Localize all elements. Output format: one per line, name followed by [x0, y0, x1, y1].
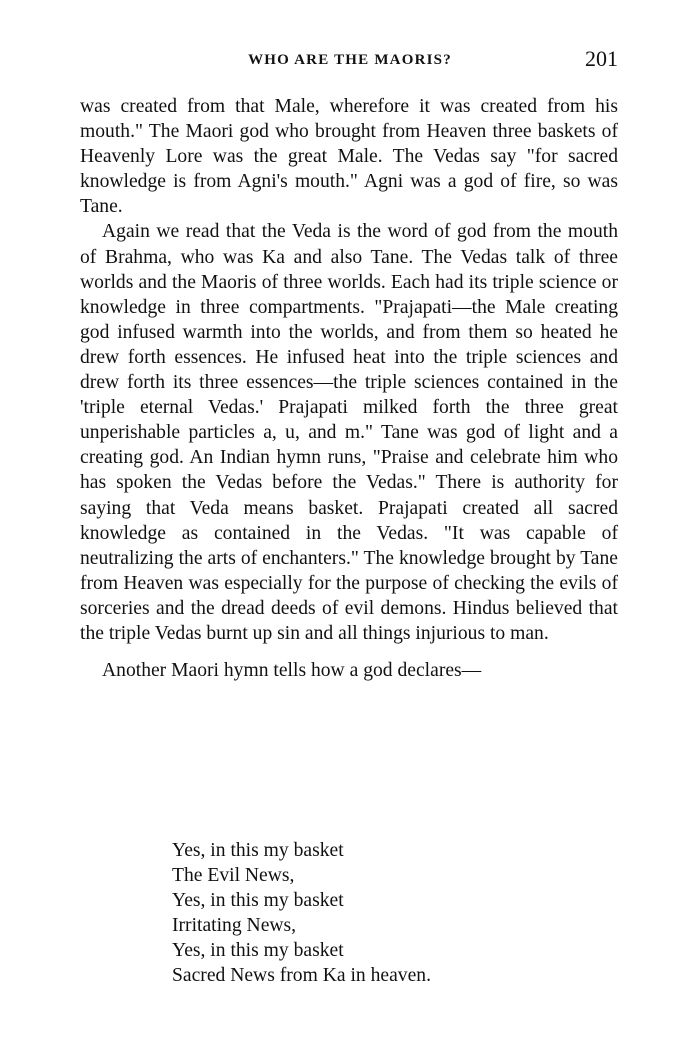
paragraph-hymn-intro: Another Maori hymn tells how a god declares— — [102, 660, 482, 682]
verse-line: Yes, in this my basket — [172, 840, 344, 861]
verse-line: Sacred News from Ka in heaven. — [172, 965, 431, 987]
paragraph-continuation: was created from that Male, wherefore it was created from his mouth." The Maori god who brought from Heaven three baskets of Heavenly Lore was the great Male. The Vedas say "for sacred knowledge is from Agni's mouth." Agni was a god of fire, so was Tane. — [80, 96, 618, 218]
paragraph-vedas: Again we read that the Veda is the word of god from the mouth of Brahma, who was Ka and also Tane. The Vedas talk of three worlds and the Maoris of three worlds. Each had its triple science or knowledge in three compartments. "Prajapati—the Male creating god infused warmth into the worlds, and from them so heated he drew forth essences. He infused heat into the triple sciences and drew forth its three essences—the triple sciences contained in the 'triple eternal Vedas.' Prajapati milked forth the three great unperishable particles a, u, and m." Tane was god of light and a creating god. An Indian hymn runs, "Praise and celebrate him who has spoken the Vedas before the Vedas." There is authority for saying that Veda means basket. Prajapati created all sacred knowledge as contained in the Vedas. "It was capable of neutralizing the arts of enchanters." The knowledge brought by Tane from Heaven was especially for the purpose of checking the evils of sorceries and the dread deeds of evil demons. Hindus believed that the triple Vedas burnt up sin and all things injurious to man. — [80, 221, 618, 644]
verse-line: Yes, in this my basket — [172, 940, 344, 962]
verse-line: Irritating News, — [172, 915, 297, 937]
verse-block — [172, 838, 431, 989]
running-title: WHO ARE THE MAORIS? — [248, 52, 452, 68]
verse-line: The Evil News, — [172, 865, 295, 887]
page-number: 201 — [585, 46, 618, 71]
verse-line: Yes, in this my basket — [172, 890, 344, 912]
body-text — [80, 94, 618, 683]
running-head — [80, 44, 620, 74]
